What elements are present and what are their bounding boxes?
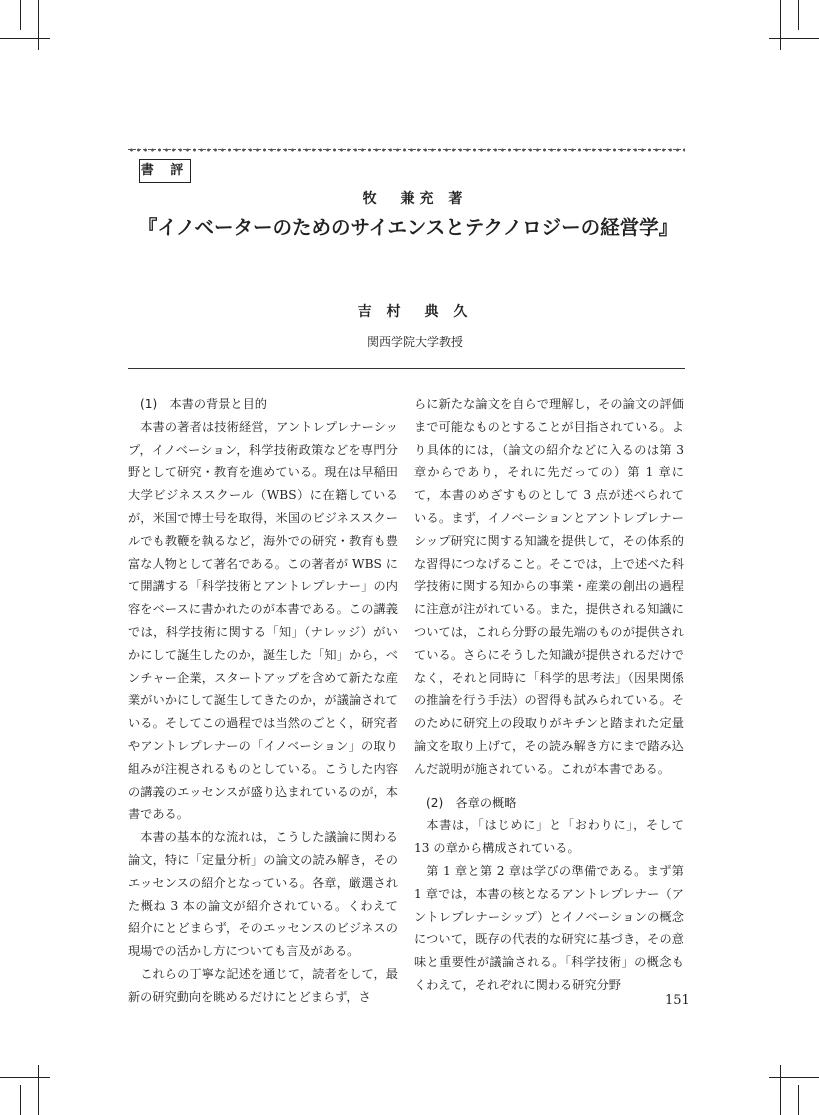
- section-heading-2: (2) 各章の概略: [426, 795, 517, 810]
- book-title: 『イノベーターのためのサイエンスとテクノロジーの経営学』: [137, 216, 679, 239]
- page-number: 151: [665, 993, 690, 1008]
- decorative-border: [128, 146, 685, 154]
- left-column: [128, 393, 398, 1009]
- paragraph: らに新たな論文を自らで理解し，その論文の評価まで可能なものとすることが目指されている。より具体的には，（論文の紹介などに入るのは第 3 章からであり，それに先だっての）第 1 章にて，本書のめざすものとして 3 点が述べられている。まず，イノベーションとアントレプレナーシップ研究に関する知識を提供して，その体系的な習得につなげること。そこでは，上で述べた科学技術に関する知からの事業・産業の創出の過程に注意が注がれている。また，提供される知識については，これら分野の最先端のものが提供されている。さらにそうした知識が提供されるだけでなく，それと同時に「科学的思考法」（因果関係の推論を行う手法）の習得も試みられている。そのために研究上の段取りがキチンと踏まれた定量論文を取り上げて，その読み解き方にまで踏み込んだ説明が施されている。これが本書である。: [414, 397, 684, 776]
- reviewer-affiliation: 関西学院大学教授: [366, 335, 463, 349]
- paragraph: 本書の基本的な流れは，こうした議論に関わる論文，特に「定量分析」の論文の読み解き，そのエッセンスの紹介となっている。各章，厳選された概ね 3 本の論文が紹介されている。くわえて紹介にとどまらず，そのエッセンスのビジネスの現場での活かし方についても言及がある。: [128, 830, 398, 959]
- paragraph: これらの丁寧な記述を通じて，読者をして，最新の研究動向を眺めるだけにとどまらず，さ: [128, 966, 398, 1004]
- right-column: [414, 393, 684, 997]
- header-rule: [128, 368, 685, 369]
- paragraph: 本書の著者は技術経営，アントレプレナーシップ，イノベーション，科学技術政策などを専門分野として研究・教育を進めている。現在は早稲田大学ビジネススクール（WBS）に在籍しているが，米国で博士号を取得，米国のビジネススクールでも教鞭を執るなど，海外での研究・教育も豊富な人物として著名である。この著者が WBS にて開講する「科学技術とアントレプレナー」の内容をベースに書かれたのが本書である。この講義では，科学技術に関する「知」（ナレッジ）がいかにして誕生したのか，誕生した「知」から，ベンチャー企業，スタートアップを含めて新たな産業がいかにして誕生してきたのか，が議論されている。そしてこの過程では当然のごとく，研究者やアントレプレナーの「イノベーション」の取り組みが注視されるものとしている。こうした内容の講義のエッセンスが盛り込まれているのが，本書である。: [128, 419, 398, 822]
- paragraph: 第 1 章と第 2 章は学びの準備である。まず第 1 章では，本書の核となるアントレプレナー（アントレプレナーシップ）とイノベーションの概念について，既存の代表的な研究に基づき，その意味と重要性が議論される。「科学技術」の概念もくわえて，それぞれに関わる研究分野: [414, 863, 684, 992]
- section-heading-1: (1) 本書の背景と目的: [140, 397, 267, 411]
- paragraph: 本書は，「はじめに」と「おわりに」，そして 13 の章から構成されている。: [414, 818, 684, 856]
- reviewer-name: 吉 村 典 久: [357, 304, 473, 320]
- book-author: 牧 兼充 著: [362, 191, 468, 207]
- section-label: 書 評: [139, 159, 191, 183]
